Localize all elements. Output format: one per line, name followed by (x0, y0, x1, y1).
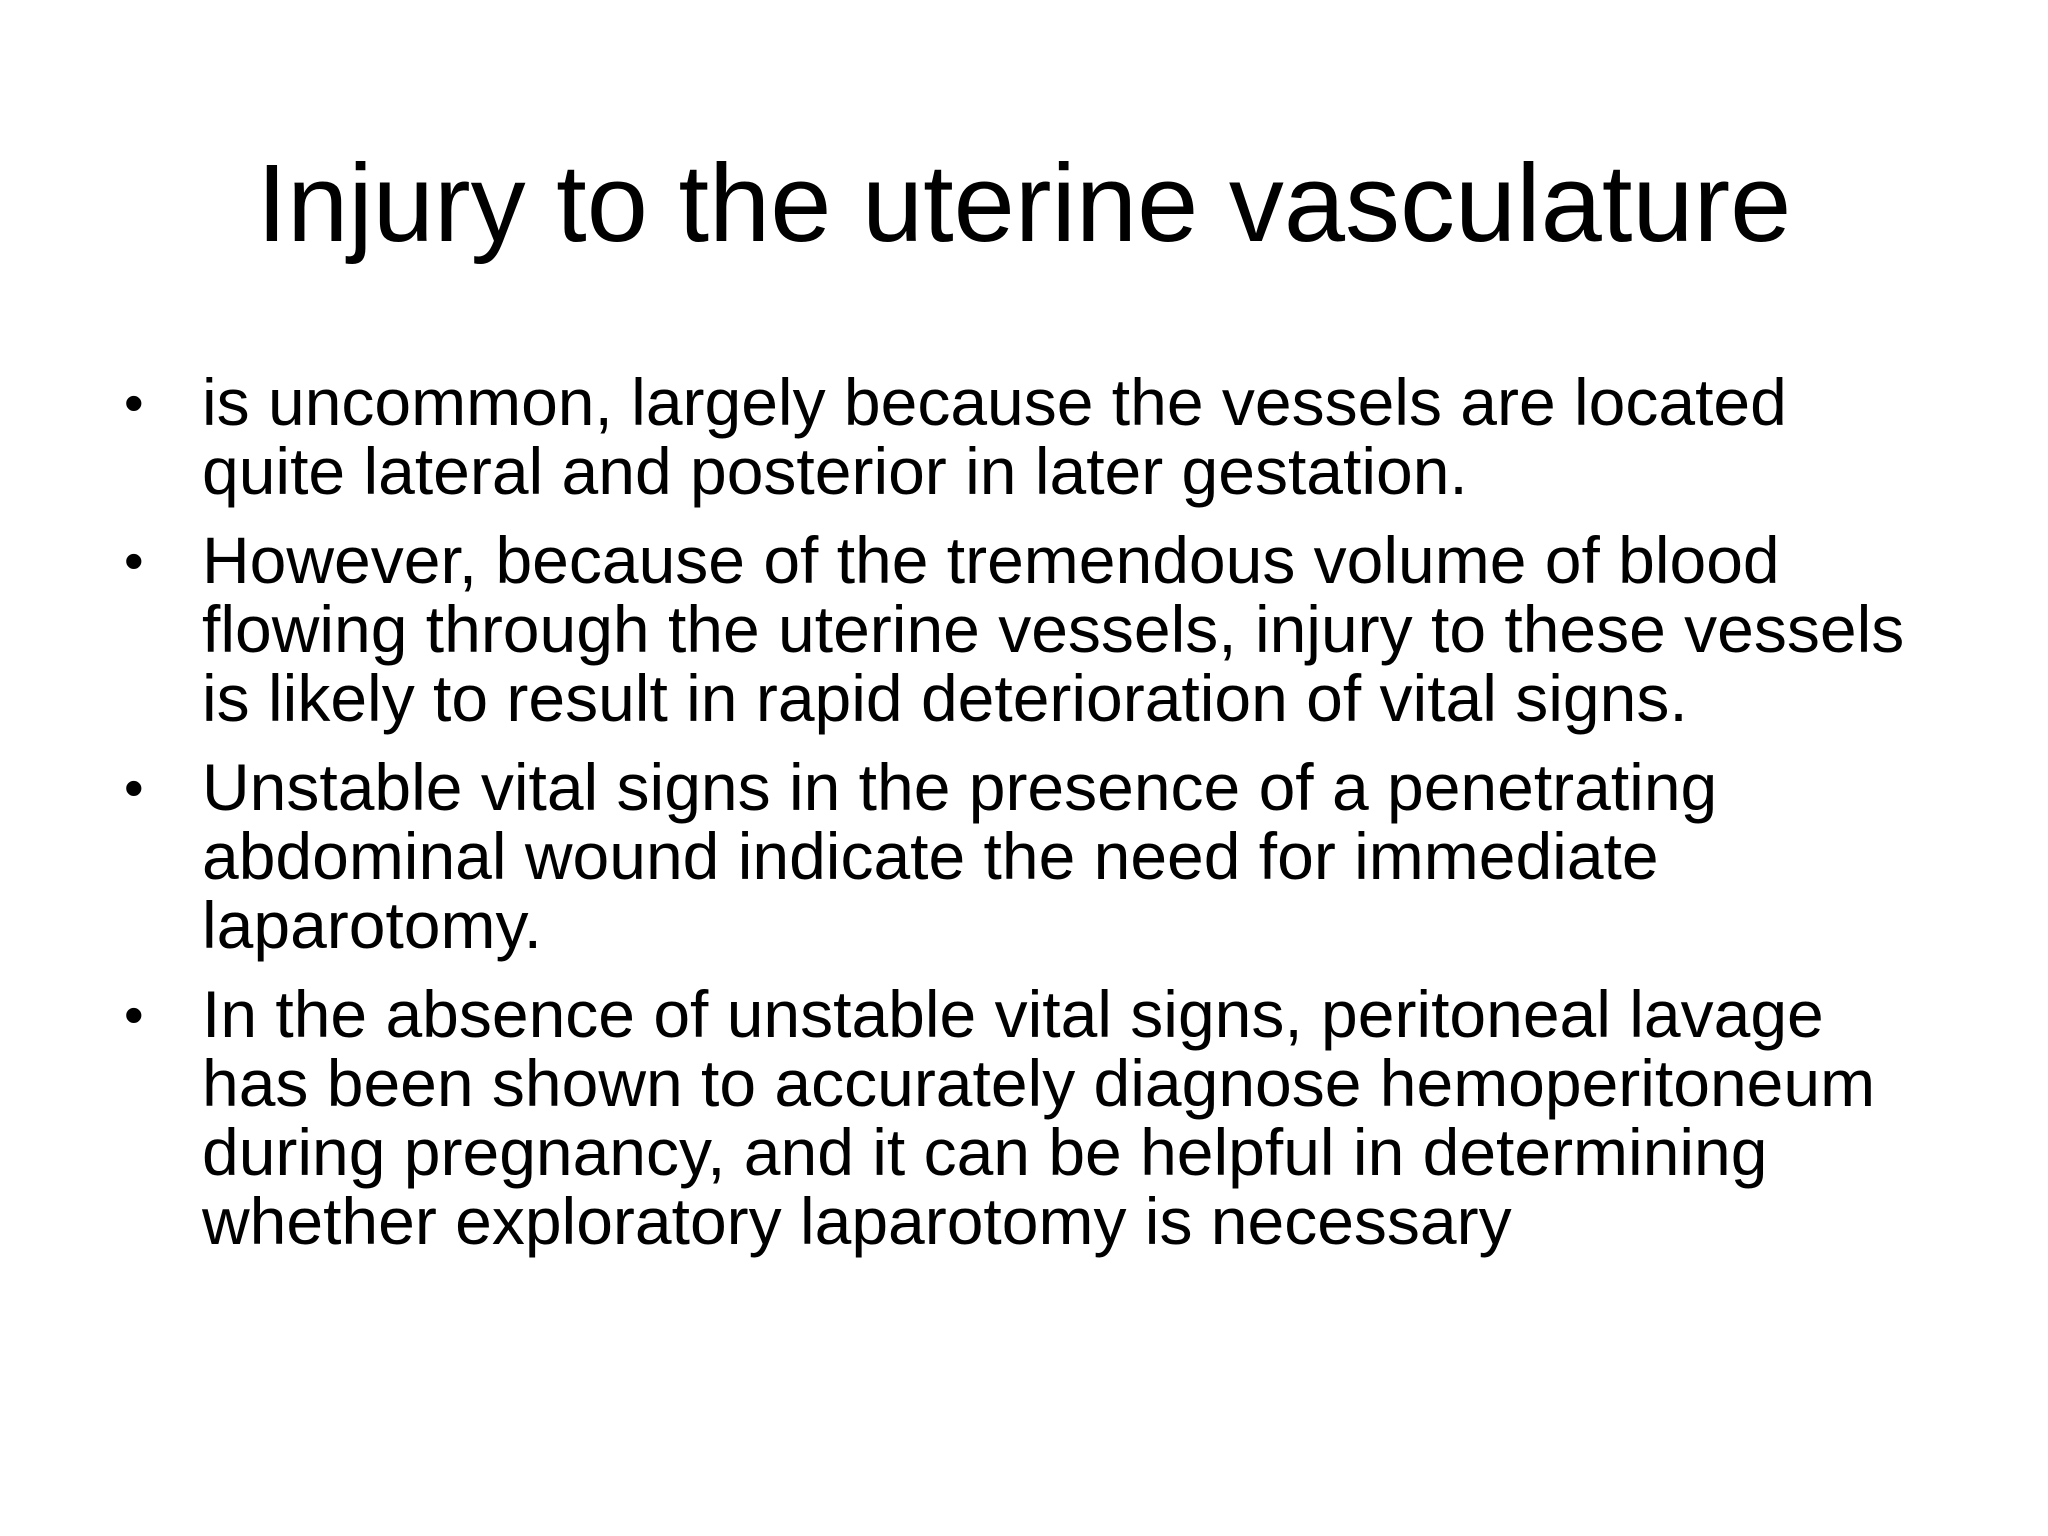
bullet-list (124, 365, 1942, 1276)
bullet-icon: • (124, 371, 144, 434)
bullet-text: is uncommon, largely because the vessels are located quite lateral and posterior in later gestation. (202, 365, 1787, 508)
bullet-icon: • (124, 756, 144, 819)
bullet-text: In the absence of unstable vital signs, peritoneal lavage has been shown to accurately diagnose hemoperitoneum during pregnancy, and it can be helpful in determining whether exploratory laparotomy is necessary (202, 977, 1876, 1258)
bullet-item (124, 523, 1942, 735)
bullet-item (124, 365, 1942, 508)
bullet-item (124, 750, 1942, 962)
bullet-text: Unstable vital signs in the presence of a penetrating abdominal wound indicate the need for immediate laparotomy. (202, 750, 1718, 962)
bullet-icon: • (124, 529, 144, 592)
slide-title: Injury to the uterine vasculature (256, 142, 1792, 265)
bullet-icon: • (124, 983, 144, 1046)
bullet-item (124, 977, 1942, 1258)
bullet-text: However, because of the tremendous volume of blood flowing through the uterine vessels, injury to these vessels is likely to result in rapid deterioration of vital signs. (202, 523, 1905, 735)
